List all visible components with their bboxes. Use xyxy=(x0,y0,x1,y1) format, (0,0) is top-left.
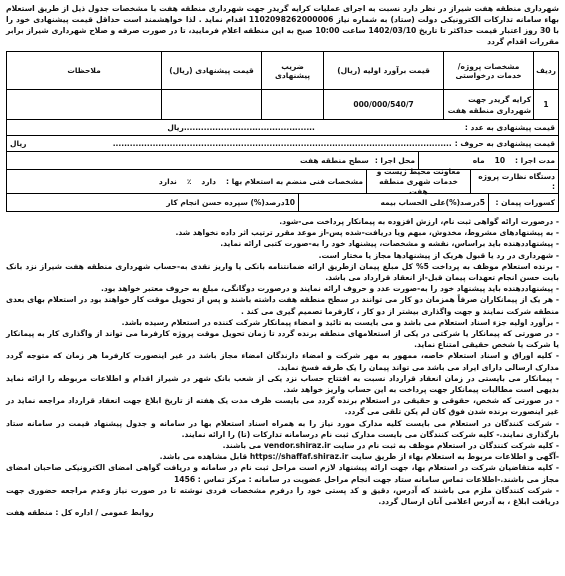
offer-number-dots[interactable]: .............................................. xyxy=(183,123,315,132)
condition-item: - کلیه متقاضیان شرکت در استعلام بها، جهت ارائه پیشنهاد لازم است مراحل ثبت نام در سامانه و دریافت گواهی امضای الکترونیکی صاحبان امضای مجاز می باشند.-اطلاعات تماس سامانه ستاد جهت انجام مراحل عضویت در سامانه : مرکز تماس : 1456 xyxy=(6,463,559,484)
condition-item: - برنده استعلام موظف به پرداخت 5% کل مبلغ پیمان ازطریق ارائه ضمانتنامه بانکی یا واریز نقدی به-حساب شهرداری منطقه هفت شیراز نزد بانک بابت حسن انجام تعهدات پیمان قبل-از انعقاد قرارداد می باشد. xyxy=(6,261,559,283)
supervisor-value: معاونت محیط زیست و خدمات شهری منطقه هفت xyxy=(366,170,470,193)
deductions-good-work: 10درصد(%) سپرده حسن انجام کار xyxy=(166,198,295,207)
deductions-row xyxy=(6,194,559,212)
cell-coefficient[interactable] xyxy=(262,90,324,120)
duration-label: مدت اجرا : xyxy=(515,156,555,165)
cell-base-price: 000/000/540/7 xyxy=(324,90,444,120)
place-cell xyxy=(7,152,418,169)
header-offer-price: قیمت پیشنهادی (ریال) xyxy=(162,52,262,90)
header-description: مشخصات پروژه/ خدمات درخواستی xyxy=(444,52,534,90)
deductions-insurance: 5درصد(%)علی الحساب بیمه xyxy=(298,194,488,211)
duration-unit: ماه xyxy=(472,156,485,165)
condition-item: - در صورتی که شخص، حقوقی و حقیقی در استعلام برنده گردد می بایست ظرف مدت یک هفته از تاریخ ابلاغ جهت انعقاد قرارداد مراجعه نماید در غیر اینصورت برنده شدن فوق کان لم یکن تلقی می گردد. xyxy=(6,396,559,417)
duration-row xyxy=(6,152,559,170)
header-row-number: ردیف xyxy=(534,52,559,90)
cell-description: کرایه گریدر جهت شهرداری منطقه هفت xyxy=(444,90,534,120)
condition-item: - به پیشنهادهای مشروط، مخدوش، مبهم ویا دریافت-شده پس-از موعد مقرر ترتیب اثر داده نخواهد شد. xyxy=(175,228,559,238)
tech-spec-cell xyxy=(7,170,366,193)
place-value: سطح منطقه هفت xyxy=(300,156,369,165)
cell-notes xyxy=(7,90,162,120)
condition-item: - پیشنهاددهنده باید براساس، نقشه و مشخصات، پیشنهاد خود را به-صورت کتبی ارائه نماید. xyxy=(220,239,559,249)
condition-item: -آگهی و اطلاعات مربوط به استعلام بهاء از طریق سایت https://shaffaf.shiraz.ir قابل مشاهده می باشد. xyxy=(159,452,559,462)
condition-item: - شرکت کنندگان ملزم می باشند که آدرس، دقیق و کد پستی خود را درفرم مشخصات فردی نوشته تا در صورت نیاز وعدم مراجعه حضوری جهت دریافت ابلاغ ، به آدرس اعلامی آنان ارسال گردد. xyxy=(6,485,559,507)
tech-spec-check: ٪ xyxy=(186,177,192,186)
intro-paragraph: شهرداری منطقه هفت شیراز در نظر دارد نسبت به اجرای عملیات کرایه گریدر جهت شهرداری منطقه هفت با مشخصات جدول ذیل از طریق استعلام بهاء سامانه تدارکات الکترونیکی دولت (ستاد) به شماره نیاز 1102098262000006 اقدام نماید . لذا خواهشمند است حداقل قیمت پیشنهادی خود را با 30 روز اعتبار قیمت حداکثر تا تاریخ 1402/03/10 ساعت 10:00 صبح به این منطقه اعلام فرمایید، تا در صورت صرفه و صلاح شهرداری شیراز برابر مقررات اقدام گردد xyxy=(6,4,559,46)
cell-row-number: 1 xyxy=(534,90,559,120)
header-base-price: قیمت برآورد اولیه (ریال) xyxy=(324,52,444,90)
items-table xyxy=(6,51,559,120)
offer-number-label: قیمت پیشنهادی به عدد : xyxy=(464,123,555,132)
offer-number-row xyxy=(6,120,559,136)
condition-item: - در صورتی که پیمانکار یا شرکتی در یکی از استعلامهای منطقه برنده گردد تا زمان تحویل موقت پروژه کارفرما می تواند از واگذاری کار به پیمانکار یا شرکت یا شخص حقیقی امتناع نماید. xyxy=(6,329,559,350)
tech-spec-label: مشخصات فنی منضم به استعلام بها : xyxy=(225,177,363,186)
offer-letters-dots[interactable]: ....................................................................................................................... xyxy=(112,139,452,148)
condition-item: - شرکت کنندگان در استعلام می بایست کلیه مدارک مورد نیاز را به همراه اسناد استعلام بها در سامانه و جدول پیشنهاد قیمت در سامانه ستاد بارگذاری نمایند.- کلیه شرکت کنندگان می بایست مدارک ثبت نام درسامانه تدارکات (تا) را ارائه نمایند. xyxy=(6,418,559,439)
condition-item: - درصورت ارائه گواهی ثبت نام، ارزش افزوده به پیمانکار پرداخت می-شود. xyxy=(279,217,559,226)
condition-item: - هر یک از پیمانکاران صرفاً همزمان دو کار می توانند در سطح منطقه هفت داشته باشند و پس از تحویل موقت کار خواهند بود در استعلام بهای بعدی منطقه شرکت نمایند و جهت واگذاری بیشتر از دو کار ، کارفرما تصمیم گیری می کند . xyxy=(6,295,559,316)
supervisor-label: دستگاه نظارت پروژه : xyxy=(470,170,558,193)
condition-item: - پیمانکار می بایستی در زمان انعقاد قرارداد نسبت به افتتاح حساب نزد یکی از شعب بانک شهر در شیراز اقدام و اطلاعات مربوطه را ارائه نماید بدیهی است مطالبات پیمانکار جهت پرداخت به این حساب واریز خواهد شد. xyxy=(6,373,559,395)
deductions-label: کسورات پیمان : xyxy=(488,194,558,211)
header-coefficient: ضریب پیشنهادی xyxy=(262,52,324,90)
cell-offer-price[interactable] xyxy=(162,90,262,120)
table-header-row xyxy=(7,52,559,90)
header-notes: ملاحظات xyxy=(7,52,162,90)
condition-item: - پیشنهاددهنده باید پیشنهاد خود را به-صورت عدد و حروف ارائه نمایند و درصورت دوگانگی، مبلغ به حروف معتبر خواهد بود. xyxy=(101,284,559,294)
offer-number-unit: ریال xyxy=(167,123,184,132)
offer-letters-label: قیمت پیشنهادی به حروف : xyxy=(454,139,555,148)
signature-line: روابط عمومی / اداره کل : منطقه هفت xyxy=(6,508,154,518)
condition-item: - شهرداری در رد یا قبول هریک از پیشنهادها مجاز یا مختار است. xyxy=(318,250,559,260)
condition-item: - برآورد اولیه جزء اسناد استعلام می باشد و می بایست به تائید و امضاء پیمانکار شرکت کننده در استعلام رسیده باشد. xyxy=(121,317,559,327)
place-label: محل اجرا : xyxy=(374,156,415,165)
duration-value: 10 xyxy=(494,156,506,165)
condition-item: - کلیه اوراق و اسناد استعلام خاصه، ممهور به مهر شرکت و امضاء دارندگان امضاء مجاز باشد در غیر اینصورت کارفرما هر زمان که متوجه گردد مدارک ارسالی دارای ایراد می باشد می تواند پیمان را یک طرفه فسخ نماید. xyxy=(6,351,559,372)
offer-letters-unit: ریال xyxy=(10,139,27,148)
offer-letters-row xyxy=(6,136,559,152)
table-row xyxy=(7,90,559,120)
supervisor-row xyxy=(6,166,559,196)
tech-spec-has-not: ندارد xyxy=(158,177,177,186)
conditions-list xyxy=(6,216,559,518)
tech-spec-has: دارد xyxy=(201,177,216,186)
condition-item: - کلیه شرکت کنندگان در استعلام موظف به ثبت نام در سایت vendor.shiraz.ir می باشند. xyxy=(222,441,559,451)
